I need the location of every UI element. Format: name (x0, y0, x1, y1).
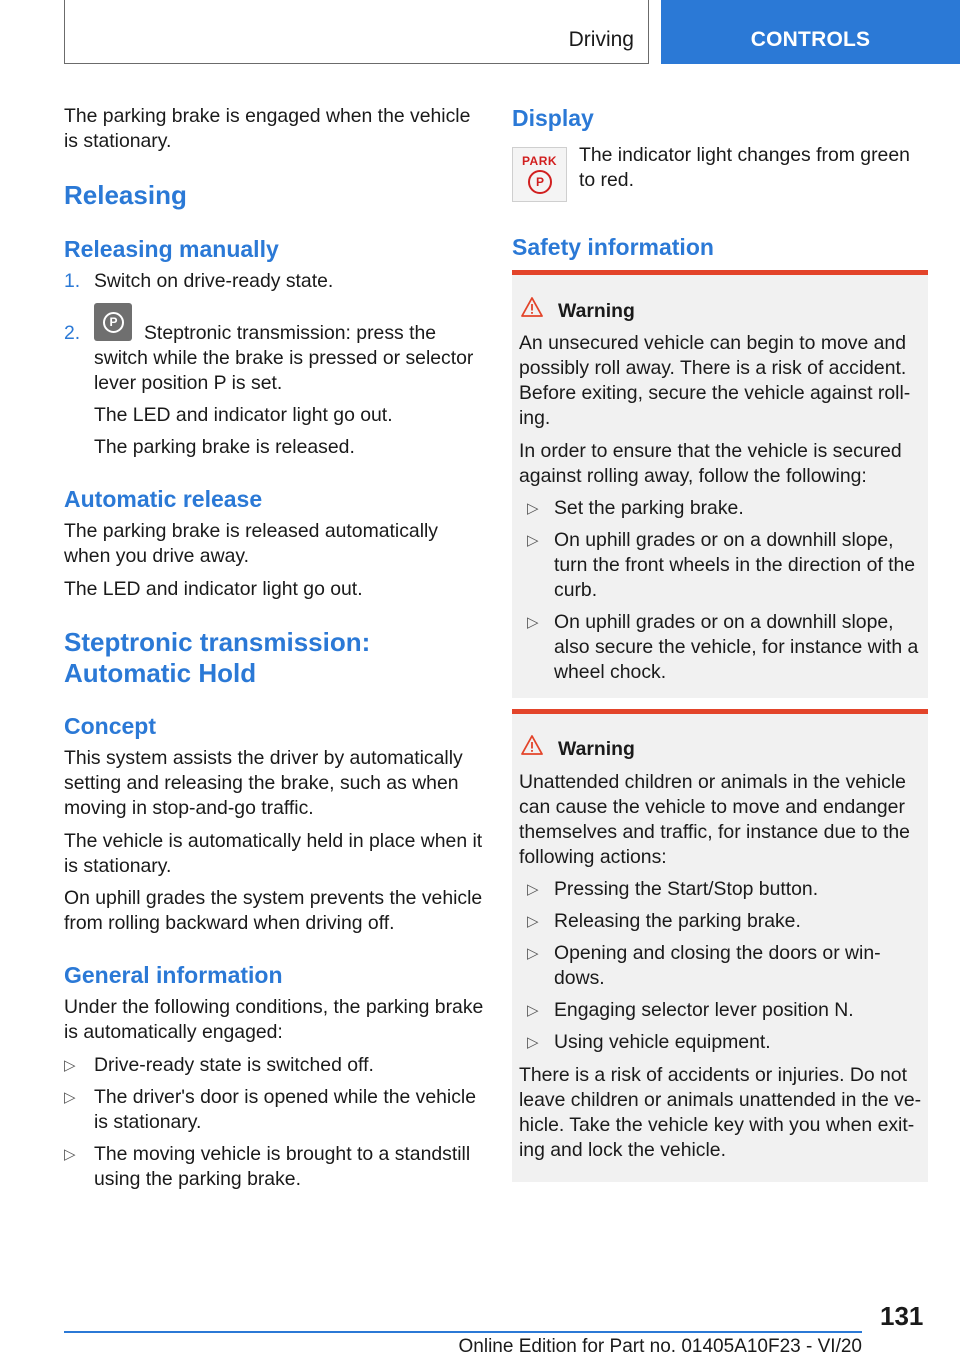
paragraph-line: from rolling backward when driving off. (64, 912, 395, 934)
step-number: 1. (64, 270, 81, 292)
intro-line: is stationary. (64, 130, 172, 152)
paragraph-line: moving in stop-and-go traffic. (64, 797, 314, 819)
heading-line: Automatic Hold (64, 658, 257, 688)
list-item (554, 941, 924, 991)
warning-paragraph (519, 439, 924, 489)
header-tab-label: CONTROLS (750, 28, 871, 51)
paragraph-line: The indicator light changes from green (579, 144, 910, 166)
list-item (94, 1085, 484, 1135)
bullet-triangle-icon: ▷ (527, 614, 539, 631)
list-item (94, 1142, 484, 1192)
list-line: Opening and closing the doors or win- (554, 942, 881, 964)
heading-safety-information: Safety information (512, 234, 714, 260)
concept-paragraph (64, 829, 484, 879)
heading-concept: Concept (64, 713, 156, 739)
list-line: On uphill grades or on a downhill slope, (554, 611, 894, 633)
header-frame (64, 0, 649, 64)
park-label: PARK (521, 154, 558, 168)
step-text (94, 346, 494, 396)
display-text (579, 143, 919, 193)
bullet-triangle-icon: ▷ (64, 1089, 76, 1106)
paragraph-line: In order to ensure that the vehicle is secured (519, 440, 902, 462)
paragraph-line: hicle. Take the vehicle key with you when exit- (519, 1114, 915, 1136)
warning-paragraph (519, 770, 924, 870)
paragraph-line: The parking brake is released automatically (64, 520, 438, 542)
heading-releasing: Releasing (64, 180, 187, 210)
heading-automatic-release: Automatic release (64, 486, 263, 512)
list-line: also secure the vehicle, for instance with a (554, 636, 919, 658)
paragraph-line: possibly roll away. There is a risk of accident. (519, 357, 907, 379)
paragraph-line: can cause the vehicle to move and endanger (519, 796, 905, 818)
paragraph-line: On uphill grades the system prevents the vehicle (64, 887, 483, 909)
paragraph-line: is automatically engaged: (64, 1021, 283, 1043)
header-tab-controls (661, 0, 960, 64)
paragraph-line: Before exiting, secure the vehicle against roll- (519, 382, 911, 404)
bullet-triangle-icon: ▷ (527, 1034, 539, 1051)
paragraph-line: There is a risk of accidents or injuries. Do not (519, 1064, 907, 1086)
parking-brake-switch-icon: P (94, 303, 132, 341)
paragraph-line: ing. (519, 407, 551, 429)
concept-paragraph (64, 886, 484, 936)
list-line: The moving vehicle is brought to a standstill (94, 1143, 471, 1165)
list-item: Engaging selector lever position N. (554, 999, 854, 1021)
list-item: Releasing the parking brake. (554, 910, 801, 932)
step-text: Switch on drive-ready state. (94, 270, 334, 292)
general-intro (64, 995, 484, 1045)
heading-line: Steptronic transmission: (64, 627, 371, 657)
list-line: is stationary. (94, 1111, 202, 1133)
warning-paragraph (519, 1063, 924, 1163)
step-line: lever position P is set. (94, 372, 283, 394)
paragraph-line: leave children or animals unattended in the ve- (519, 1089, 922, 1111)
step-text (94, 321, 494, 346)
concept-paragraph (64, 746, 484, 821)
bullet-triangle-icon: ▷ (527, 945, 539, 962)
warning-paragraph (519, 331, 924, 431)
list-item (554, 528, 924, 603)
paragraph-line: Under the following conditions, the parking brake (64, 996, 484, 1018)
bullet-triangle-icon: ▷ (64, 1057, 76, 1074)
list-item: Set the parking brake. (554, 497, 744, 519)
warning-title: Warning (558, 300, 635, 322)
bullet-triangle-icon: ▷ (64, 1146, 76, 1163)
warning-triangle-icon (521, 735, 543, 755)
paragraph-line: Unattended children or animals in the vehicle (519, 771, 906, 793)
step-line: Steptronic transmission: press the (144, 322, 437, 344)
bullet-triangle-icon: ▷ (527, 881, 539, 898)
auto-release-led: The LED and indicator light go out. (64, 578, 363, 600)
heading-releasing-manually: Releasing manually (64, 236, 279, 262)
heading-general-information: General information (64, 962, 283, 988)
heading-display: Display (512, 105, 594, 131)
bullet-triangle-icon: ▷ (527, 1002, 539, 1019)
step-number: 2. (64, 322, 81, 344)
paragraph-line: to red. (579, 169, 634, 191)
intro-paragraph (64, 104, 484, 154)
page-number: 131 (880, 1301, 924, 1331)
list-line: On uphill grades or on a downhill slope, (554, 529, 894, 551)
step-note: The parking brake is released. (94, 436, 355, 458)
paragraph-line: when you drive away. (64, 545, 250, 567)
step-line: switch while the brake is pressed or selector (94, 347, 474, 369)
paragraph-line: An unsecured vehicle can begin to move and (519, 332, 906, 354)
paragraph-line: against rolling away, follow the following: (519, 465, 867, 487)
list-item: Using vehicle equipment. (554, 1031, 771, 1053)
bullet-triangle-icon: ▷ (527, 532, 539, 549)
list-line: wheel chock. (554, 661, 667, 683)
step-note: The LED and indicator light go out. (94, 404, 393, 426)
list-line: dows. (554, 967, 605, 989)
paragraph-line: themselves and traffic, for instance due to the (519, 821, 910, 843)
warning-triangle-icon (521, 297, 543, 317)
paragraph-line: The vehicle is automatically held in place when it (64, 830, 483, 852)
bullet-triangle-icon: ▷ (527, 500, 539, 517)
warning-title: Warning (558, 738, 635, 760)
footer-divider (64, 1331, 862, 1333)
park-indicator-icon: PARK P (512, 147, 567, 202)
list-item: Pressing the Start/Stop button. (554, 878, 819, 900)
paragraph-line: is stationary. (64, 855, 172, 877)
edition-text: Online Edition for Part no. 01405A10F23 - VI/20 (458, 1336, 862, 1357)
paragraph-line: This system assists the driver by automatically (64, 747, 463, 769)
paragraph-line: following actions: (519, 846, 667, 868)
auto-release-paragraph (64, 519, 484, 569)
paragraph-line: setting and releasing the brake, such as when (64, 772, 459, 794)
paragraph-line: ing and lock the vehicle. (519, 1139, 726, 1161)
intro-line: The parking brake is engaged when the vehicle (64, 105, 471, 127)
list-item (554, 610, 924, 685)
list-item: Drive-ready state is switched off. (94, 1054, 374, 1076)
list-line: turn the front wheels in the direction of the (554, 554, 916, 576)
heading-steptronic (64, 627, 370, 689)
list-line: The driver's door is opened while the vehicle (94, 1086, 477, 1108)
bullet-triangle-icon: ▷ (527, 913, 539, 930)
list-line: using the parking brake. (94, 1168, 301, 1190)
list-line: curb. (554, 579, 598, 601)
header-section-title: Driving (568, 28, 634, 51)
